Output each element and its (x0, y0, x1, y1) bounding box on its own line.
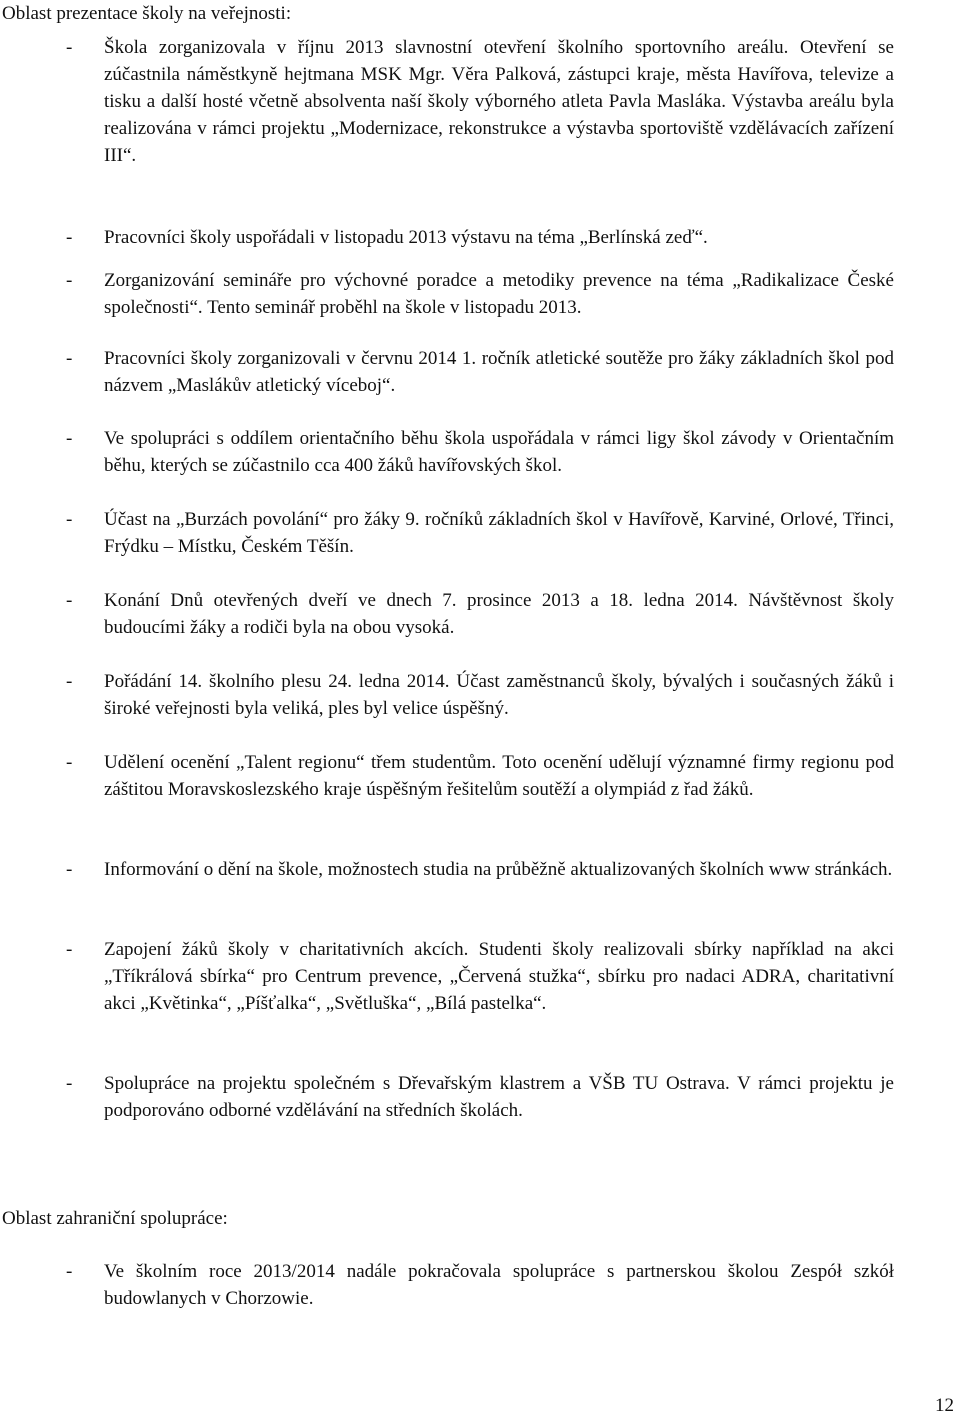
list-bullet: - (66, 428, 73, 449)
list-item-text: Konání Dnů otevřených dveří ve dnech 7. prosince 2013 a 18. ledna 2014. Návštěvnost školy budoucími žáky a rodiči byla na obou vysoká. (104, 590, 894, 638)
list-bullet: - (66, 270, 73, 291)
list-bullet: - (66, 671, 73, 692)
list-item-text: Spolupráce na projektu společném s Dřevařským klastrem a VŠB TU Ostrava. V rámci projektu je podporováno odborné vzdělávání na středních školách. (104, 1073, 894, 1121)
list-bullet: - (66, 37, 73, 58)
list-bullet: - (66, 752, 73, 773)
list-bullet: - (66, 1261, 73, 1282)
list-item-text: Pracovníci školy uspořádali v listopadu 2013 výstavu na téma „Berlínská zeď“. (104, 227, 708, 248)
page-number: 12 (935, 1395, 954, 1416)
list-item-text: Udělení ocenění „Talent regionu“ třem studentům. Toto ocenění udělují významné firmy regionu pod záštitou Moravskoslezského kraje úspěšným řešitelům soutěží a olympiád z řad žáků. (104, 752, 894, 800)
list-item-text: Zapojení žáků školy v charitativních akcích. Studenti školy realizovali sbírky například na akci „Tříkrálová sbírka“ pro Centrum prevence, „Červená stužka“, sbírku pro nadaci ADRA, charitativní akci „Květinka“, „Píšťalka“, „Světluška“, „Bílá pastelka“. (104, 939, 894, 1014)
list-item-text: Ve školním roce 2013/2014 nadále pokračovala spolupráce s partnerskou školou Zespół szkół budowlanych v Chorzowie. (104, 1261, 894, 1309)
list-item-text: Informování o dění na škole, možnostech studia na průběžně aktualizovaných školních www stránkách. (104, 859, 893, 880)
list-bullet: - (66, 859, 73, 880)
section-title-international: Oblast zahraniční spolupráce: (2, 1208, 228, 1229)
list-bullet: - (66, 1073, 73, 1094)
list-item-text: Škola zorganizovala v říjnu 2013 slavnostní otevření školního sportovního areálu. Otevření se zúčastnila náměstkyně hejtmana MSK Mgr. Věra Palková, zástupci kraje, města Havířova, televize a tisku a další hosté včetně absolventa naší školy výborného atleta Pavla Masláka. Výstavba areálu byla realizována v rámci projektu „Modernizace, rekonstrukce a výstavba sportoviště vzdělávacích zařízení III“. (104, 37, 894, 166)
list-item-text: Zorganizování semináře pro výchovné poradce a metodiky prevence na téma „Radikalizace České společnosti“. Tento seminář proběhl na škole v listopadu 2013. (104, 270, 894, 318)
section-title-presentation: Oblast prezentace školy na veřejnosti: (2, 3, 292, 24)
list-bullet: - (66, 509, 73, 530)
list-item-text: Pracovníci školy zorganizovali v červnu 2014 1. ročník atletické soutěže pro žáky základních škol pod názvem „Maslákův atletický víceboj“. (104, 348, 894, 396)
list-bullet: - (66, 939, 73, 960)
list-bullet: - (66, 590, 73, 611)
list-item-text: Účast na „Burzách povolání“ pro žáky 9. ročníků základních škol v Havířově, Karviné, Orlové, Třinci, Frýdku – Místku, Českém Těšín. (104, 509, 894, 557)
list-bullet: - (66, 348, 73, 369)
list-bullet: - (66, 227, 73, 248)
list-item-text: Ve spolupráci s oddílem orientačního běhu škola uspořádala v rámci ligy škol závody v Orientačním běhu, kterých se zúčastnilo cca 400 žáků havířovských škol. (104, 428, 894, 476)
list-item-text: Pořádání 14. školního plesu 24. ledna 2014. Účast zaměstnanců školy, bývalých i současných žáků i široké veřejnosti byla veliká, ples byl velice úspěšný. (104, 671, 894, 719)
